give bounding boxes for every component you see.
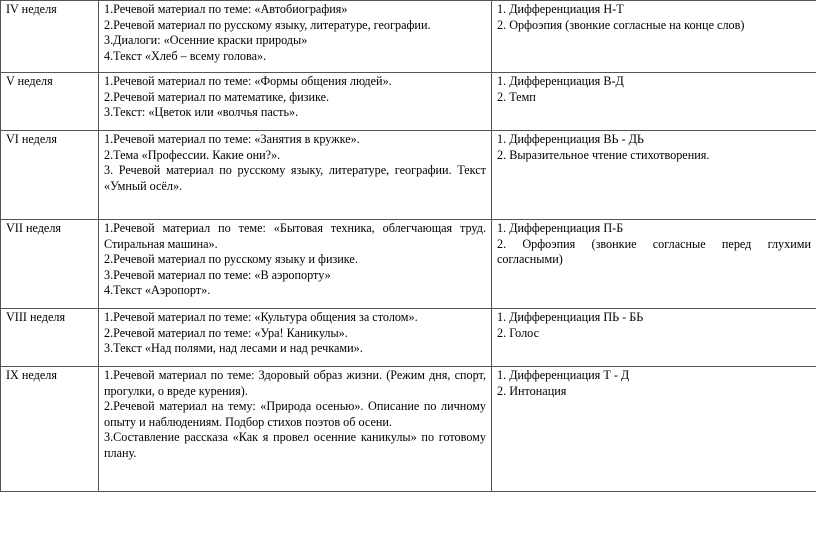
material-item: 1.Речевой материал по теме: Здоровый образ жизни. (Режим дня, спорт, прогулки, о вреде курения).	[104, 368, 486, 398]
topic-item: 2. Интонация	[497, 383, 567, 398]
material-item: 3.Речевой материал по теме: «В аэропорту»	[104, 267, 331, 282]
material-item: 2.Речевой материал по русскому языку, литературе, географии.	[104, 17, 431, 32]
material-item: 1.Речевой материал по теме: «Формы общения людей».	[104, 74, 392, 88]
material-item: 2.Речевой материал по теме: «Ура! Каникулы».	[104, 325, 348, 340]
topic-item: 1. Дифференциация ПЬ - БЬ	[497, 310, 644, 324]
week-cell: IV неделя	[1, 1, 99, 73]
topics-cell	[492, 309, 816, 367]
week-cell: VIII неделя	[1, 309, 99, 367]
material-item: 3.Диалоги: «Осенние краски природы»	[104, 33, 308, 47]
week-cell: VI неделя	[1, 131, 99, 220]
topic-item: 2. Темп	[497, 89, 536, 104]
material-item: 1.Речевой материал по теме: «Занятия в кружке».	[104, 132, 360, 146]
week-cell: VII неделя	[1, 220, 99, 309]
material-item: 4.Текст «Аэропорт».	[104, 283, 211, 297]
material-item: 2.Речевой материал по русскому языку и физике.	[104, 252, 358, 266]
week-cell: IX неделя	[1, 367, 99, 492]
table-row	[1, 220, 816, 309]
material-item: 1.Речевой материал по теме: «Автобиография»	[104, 2, 348, 16]
material-item: 3.Составление рассказа «Как я провел осенние каникулы» по готовому плану.	[104, 430, 486, 460]
material-cell	[99, 73, 492, 131]
topic-item: 1. Дифференциация В-Д	[497, 74, 624, 88]
material-item: 1.Речевой материал по теме: «Бытовая техника, облегчающая труд. Стиральная машина».	[104, 221, 486, 251]
table-row	[1, 309, 816, 367]
table-row	[1, 1, 816, 73]
table-row	[1, 367, 816, 492]
week-cell: V неделя	[1, 73, 99, 131]
material-cell	[99, 367, 492, 492]
material-item: 2.Речевой материал по математике, физике.	[104, 89, 330, 104]
material-cell	[99, 309, 492, 367]
lesson-plan-body	[1, 1, 816, 492]
table-row	[1, 131, 816, 220]
topic-item: 2. Голос	[497, 325, 539, 340]
material-item: 4.Текст «Хлеб – всему голова».	[104, 48, 267, 63]
topic-item: 2. Выразительное чтение стихотворения.	[497, 147, 710, 162]
topics-cell	[492, 1, 816, 73]
topics-cell	[492, 367, 816, 492]
topic-item: 1. Дифференциация Т - Д	[497, 368, 630, 382]
topics-cell	[492, 73, 816, 131]
topic-item: 2. Орфоэпия (звонкие согласные на конце слов)	[497, 17, 745, 32]
topic-item: 2. Орфоэпия (звонкие согласные перед глухими согласными)	[497, 236, 811, 266]
material-item: 3.Текст: «Цветок или «волчья пасть».	[104, 105, 299, 119]
material-item: 1.Речевой материал по теме: «Культура общения за столом».	[104, 310, 418, 324]
material-item: 2.Речевой материал на тему: «Природа осенью». Описание по личному опыту и наблюдениям. Подбор стихов поэтов об осени.	[104, 399, 486, 429]
material-cell	[99, 220, 492, 309]
material-cell	[99, 131, 492, 220]
material-cell	[99, 1, 492, 73]
material-item: 2.Тема «Профессии. Какие они?».	[104, 147, 281, 162]
material-item: 3.Текст «Над полями, над лесами и над речками».	[104, 341, 363, 355]
material-item: 3. Речевой материал по русскому языку, литературе, географии. Текст «Умный осёл».	[104, 163, 486, 193]
topic-item: 1. Дифференциация П-Б	[497, 221, 624, 235]
topics-cell	[492, 220, 816, 309]
topic-item: 1. Дифференциация ВЬ - ДЬ	[497, 132, 644, 146]
topics-cell	[492, 131, 816, 220]
table-row	[1, 73, 816, 131]
topic-item: 1. Дифференциация Н-Т	[497, 2, 624, 16]
